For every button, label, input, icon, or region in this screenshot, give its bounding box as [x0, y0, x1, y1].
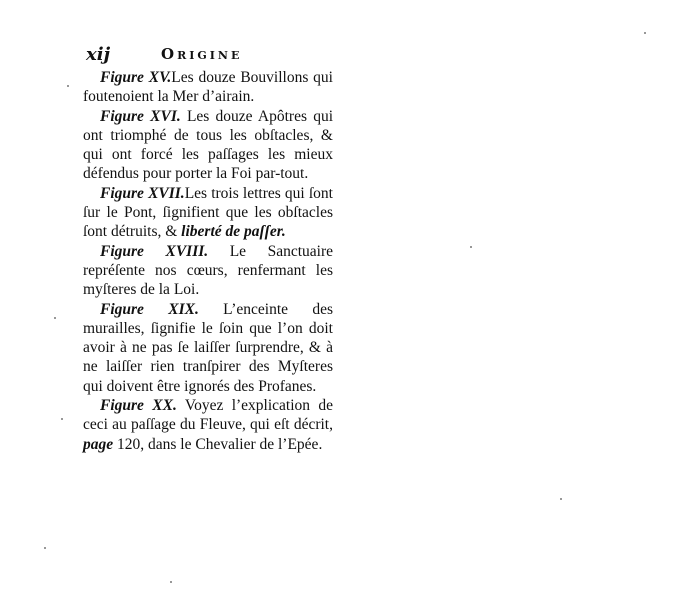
paragraph-figure-18: [83, 242, 333, 300]
scan-speck: [470, 246, 472, 248]
paragraph-text: L’enceinte des murailles, ſignifie le ſoin que l’on doit avoir à ne pas ſe laiſſer ſurprendre, & à ne laiſſer rien tranſpirer des Myſteres qui doivent être ignorés des Profanes.: [83, 300, 333, 395]
figure-label: Figure XV.: [100, 69, 172, 86]
paragraph-figure-19: [83, 300, 333, 396]
paragraph-text: Voyez l’explication de ceci au paſſage du Fleuve, qui eſt décrit,: [83, 397, 333, 434]
figure-label: Figure XVIII.: [100, 242, 209, 260]
italic-page-word: page: [83, 435, 114, 453]
scan-speck: [44, 547, 46, 549]
scan-speck: [560, 498, 562, 500]
paragraph-text: Les douze Bouvillons qui foutenoient la Mer d’airain.: [83, 69, 333, 106]
paragraph-figure-16: [83, 107, 333, 184]
paragraph-figure-15: [83, 68, 333, 107]
paragraph-text: Les trois lettres qui ſont ſur le Pont, ſignifient que les obſtacles ſont détruits, &: [83, 184, 333, 241]
paragraph-figure-17: [83, 184, 333, 242]
page-number: xij: [86, 44, 111, 65]
scan-speck: [54, 317, 56, 319]
text-block: [83, 68, 333, 454]
paragraph-text: Le Sanctuaire repréſente nos cœurs, renfermant les myſteres de la Loi.: [83, 242, 334, 299]
paragraph-text-continued: 120, dans le Chevalier de l’Epée.: [113, 435, 323, 453]
running-title: Origine: [161, 45, 243, 63]
figure-label: Figure XIX.: [100, 300, 199, 318]
paragraph-figure-20: [83, 396, 333, 454]
scan-speck: [644, 32, 646, 34]
italic-phrase: liberté de paſſer.: [181, 223, 286, 241]
figure-label: Figure XVII.: [100, 184, 185, 202]
scan-speck: [67, 85, 69, 87]
running-head: [86, 44, 336, 68]
scan-speck: [170, 581, 172, 583]
figure-label: Figure XX.: [100, 397, 177, 415]
paragraph-text: Les douze Apôtres qui ont triomphé de tous les obſtacles, & qui ont forcé les paſſages les mieux défendus pour porter la Foi par-tout.: [83, 107, 333, 183]
scan-speck: [61, 418, 63, 420]
figure-label: Figure XVI.: [100, 107, 181, 125]
